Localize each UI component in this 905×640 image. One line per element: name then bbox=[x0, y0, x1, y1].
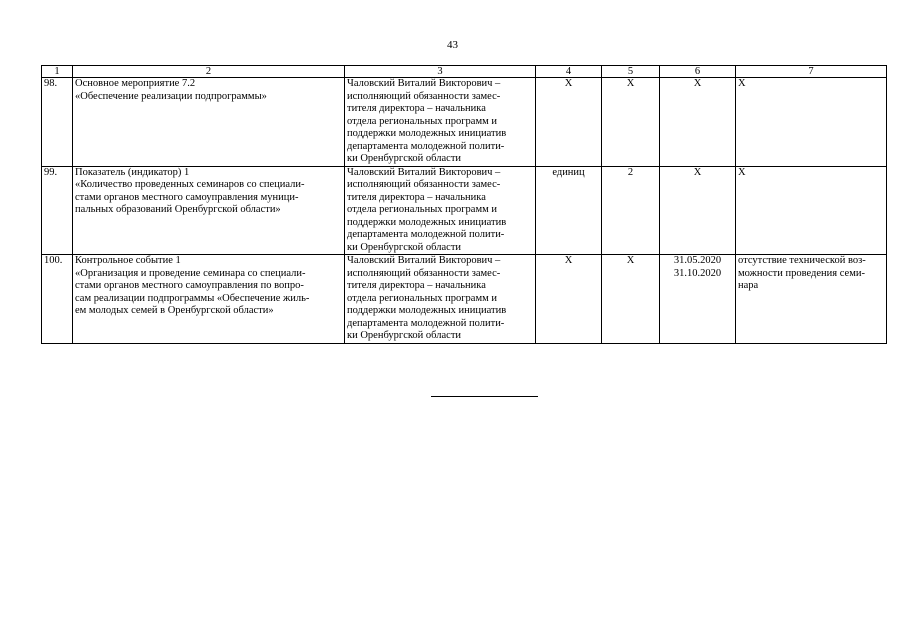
note-line: Х bbox=[738, 166, 746, 178]
activity-name-line: Основное мероприятие 7.2 bbox=[75, 78, 196, 89]
activity-name-line: пальных образований Оренбургской области» bbox=[75, 204, 281, 215]
note-line: нара bbox=[738, 280, 759, 291]
responsible-line: департамента молодежной полити- bbox=[347, 229, 505, 240]
responsible-line: отдела региональных программ и bbox=[347, 115, 497, 127]
note-line: Х bbox=[738, 78, 746, 89]
activity-name-cell bbox=[73, 78, 345, 167]
activity-name-line: стами органов местного самоуправления по вопро- bbox=[75, 280, 304, 291]
activity-name-line: ем молодых семей в Оренбургской области» bbox=[75, 305, 274, 316]
header-cell-4: 4 bbox=[536, 66, 602, 78]
table-row bbox=[42, 78, 887, 167]
date-cell bbox=[660, 255, 736, 344]
note-line: отсутствие технической воз- bbox=[738, 255, 866, 266]
value-cell: 2 bbox=[602, 166, 660, 255]
row-number: 98. bbox=[42, 78, 73, 167]
responsible-line: поддержки молодежных инициатив bbox=[347, 216, 507, 228]
responsible-line: тителя директора – начальника bbox=[347, 280, 486, 291]
activity-name-line: «Обеспечение реализации подпрограммы» bbox=[75, 90, 267, 102]
responsible-cell bbox=[345, 78, 536, 167]
activity-name-cell bbox=[73, 255, 345, 344]
value-cell: Х bbox=[602, 255, 660, 344]
date-line: Х bbox=[693, 78, 702, 89]
activity-name-line: «Организация и проведение семинара со специали- bbox=[75, 267, 306, 279]
responsible-line: исполняющий обязанности замес- bbox=[347, 267, 501, 279]
row-number: 99. bbox=[42, 166, 73, 255]
responsible-line: департамента молодежной полити- bbox=[347, 317, 505, 329]
activity-name-line: Контрольное событие 1 bbox=[75, 255, 181, 266]
activity-name-cell bbox=[73, 166, 345, 255]
unit-cell: Х bbox=[536, 78, 602, 167]
responsible-line: тителя директора – начальника bbox=[347, 191, 486, 203]
responsible-line: отдела региональных программ и bbox=[347, 204, 497, 215]
note-line: можности проведения семи- bbox=[738, 267, 865, 279]
document-end-rule bbox=[431, 396, 538, 397]
note-cell bbox=[736, 255, 887, 344]
date-cell bbox=[660, 78, 736, 167]
date-cell bbox=[660, 166, 736, 255]
responsible-line: департамента молодежной полити- bbox=[347, 140, 505, 152]
header-cell-2: 2 bbox=[73, 66, 345, 78]
page-number: 43 bbox=[447, 39, 458, 51]
responsible-line: поддержки молодежных инициатив bbox=[347, 128, 507, 139]
responsible-line: ки Оренбургской области bbox=[347, 241, 462, 253]
table-row bbox=[42, 166, 887, 255]
responsible-line: исполняющий обязанности замес- bbox=[347, 90, 501, 102]
unit-cell: Х bbox=[536, 255, 602, 344]
header-cell-3: 3 bbox=[345, 66, 536, 78]
responsible-line: поддержки молодежных инициатив bbox=[347, 305, 507, 316]
note-cell bbox=[736, 166, 887, 255]
table-header-row bbox=[42, 66, 887, 78]
responsible-line: Чаловский Виталий Викторович – bbox=[347, 78, 501, 89]
note-cell bbox=[736, 78, 887, 167]
value-cell: Х bbox=[602, 78, 660, 167]
date-line: 31.10.2020 bbox=[673, 267, 722, 279]
responsible-line: Чаловский Виталий Викторович – bbox=[347, 255, 501, 266]
responsible-line: исполняющий обязанности замес- bbox=[347, 179, 501, 190]
responsible-line: ки Оренбургской области bbox=[347, 153, 462, 164]
plan-table bbox=[41, 65, 887, 344]
header-cell-7: 7 bbox=[736, 66, 887, 78]
activity-name-line: стами органов местного самоуправления муници- bbox=[75, 191, 299, 203]
row-number: 100. bbox=[42, 255, 73, 344]
table-row bbox=[42, 255, 887, 344]
responsible-line: Чаловский Виталий Викторович – bbox=[347, 166, 501, 178]
header-cell-5: 5 bbox=[602, 66, 660, 78]
activity-name-line: «Количество проведенных семинаров со специали- bbox=[75, 179, 305, 190]
responsible-line: тителя директора – начальника bbox=[347, 103, 486, 114]
responsible-line: ки Оренбургской области bbox=[347, 330, 462, 341]
header-cell-1: 1 bbox=[42, 66, 73, 78]
date-line: 31.05.2020 bbox=[673, 255, 722, 266]
date-line: Х bbox=[693, 166, 702, 178]
unit-cell: единиц bbox=[536, 166, 602, 255]
responsible-line: отдела региональных программ и bbox=[347, 292, 497, 304]
responsible-cell bbox=[345, 255, 536, 344]
activity-name-line: сам реализации подпрограммы «Обеспечение жиль- bbox=[75, 292, 310, 304]
responsible-cell bbox=[345, 166, 536, 255]
activity-name-line: Показатель (индикатор) 1 bbox=[75, 166, 190, 178]
header-cell-6: 6 bbox=[660, 66, 736, 78]
